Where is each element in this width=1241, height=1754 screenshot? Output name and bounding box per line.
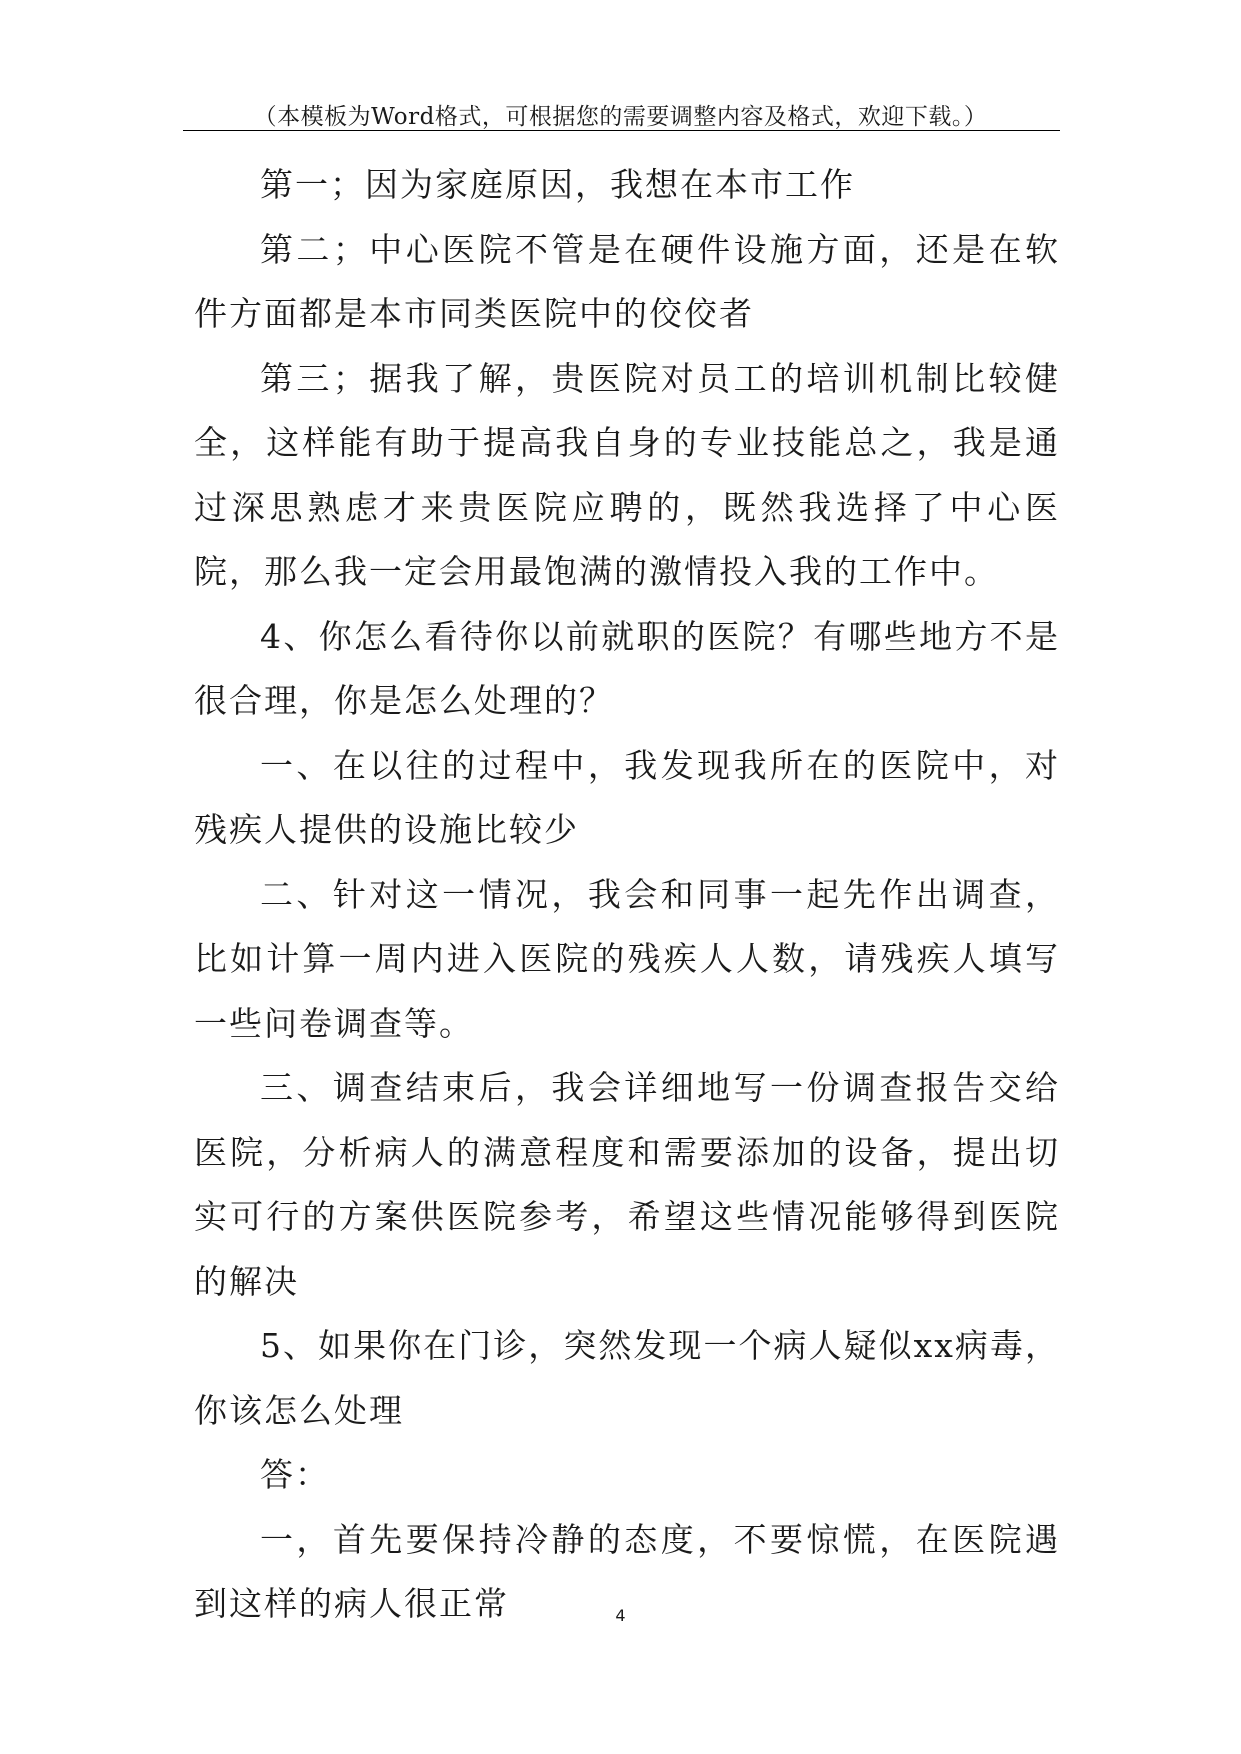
header-divider	[183, 130, 1060, 131]
paragraph: 一，首先要保持冷静的态度，不要惊慌，在医院遇到这样的病人很正常	[194, 1519, 1060, 1623]
paragraph: 5、如果你在门诊，突然发现一个病人疑似xx病毒，你该怎么处理	[194, 1326, 1060, 1430]
paragraph: 二、针对这一情况，我会和同事一起先作出调查，比如计算一周内进入医院的残疾人人数，请残疾人填写一些问卷调查等。	[194, 874, 1060, 1043]
header-note: （本模板为Word格式，可根据您的需要调整内容及格式，欢迎下载。）	[253, 104, 988, 130]
page-number: 4	[615, 1606, 626, 1625]
paragraph: 第一；因为家庭原因，我想在本市工作	[260, 165, 855, 204]
paragraph: 三、调查结束后，我会详细地写一份调查报告交给医院，分析病人的满意程度和需要添加的设备，提出切实可行的方案供医院参考，希望这些情况能够得到医院的解决	[194, 1068, 1060, 1301]
paragraph: 第三；据我了解，贵医院对员工的培训机制比较健全，这样能有助于提高我自身的专业技能总之，我是通过深思熟虑才来贵医院应聘的，既然我选择了中心医院，那么我一定会用最饱满的激情投入我的工作中。	[194, 358, 1060, 591]
document-body	[194, 153, 1060, 1637]
paragraph: 4、你怎么看待你以前就职的医院？有哪些地方不是很合理，你是怎么处理的？	[194, 616, 1060, 720]
paragraph: 一、在以往的过程中，我发现我所在的医院中，对残疾人提供的设施比较少	[194, 745, 1060, 849]
paragraph: 第二；中心医院不管是在硬件设施方面，还是在软件方面都是本市同类医院中的佼佼者	[194, 229, 1060, 333]
paragraph: 答：	[260, 1455, 330, 1494]
